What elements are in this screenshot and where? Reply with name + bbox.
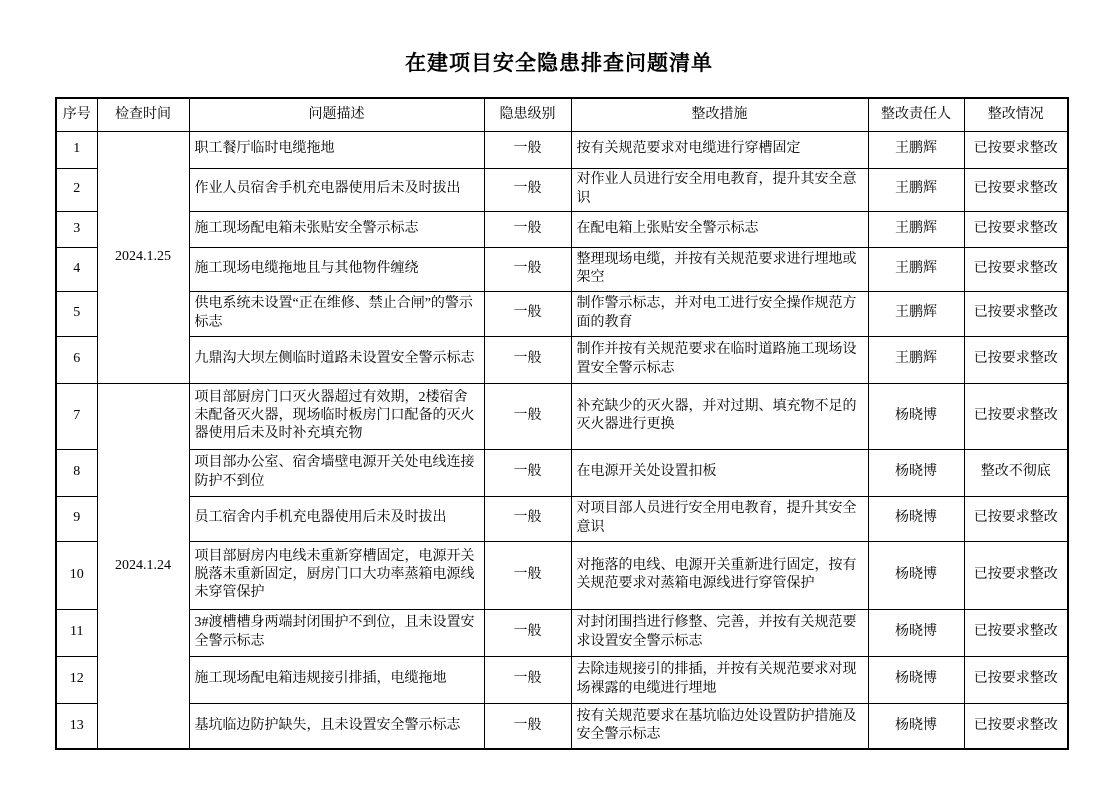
table-row <box>56 383 1068 449</box>
cell-responsible: 王鹏辉 <box>868 131 964 168</box>
table-row <box>56 609 1068 656</box>
table-row <box>56 541 1068 609</box>
cell-problem: 施工现场电缆拖地且与其他物件缠绕 <box>189 247 484 291</box>
table-row <box>56 131 1068 168</box>
cell-status: 已按要求整改 <box>964 211 1068 247</box>
cell-responsible: 杨晓博 <box>868 541 964 609</box>
cell-problem: 职工餐厅临时电缆拖地 <box>189 131 484 168</box>
cell-problem: 项目部办公室、宿舍墙壁电源开关处电线连接防护不到位 <box>189 449 484 496</box>
cell-status: 已按要求整改 <box>964 291 1068 336</box>
cell-no: 5 <box>56 291 97 336</box>
cell-measure: 按有关规范要求在基坑临边处设置防护措施及安全警示标志 <box>571 703 868 749</box>
cell-problem: 供电系统未设置“正在维修、禁止合闸”的警示标志 <box>189 291 484 336</box>
cell-level: 一般 <box>484 656 571 703</box>
cell-measure: 按有关规范要求对电缆进行穿槽固定 <box>571 131 868 168</box>
cell-status: 已按要求整改 <box>964 609 1068 656</box>
cell-problem: 项目部厨房内电线未重新穿槽固定，电源开关脱落未重新固定，厨房门口大功率蒸箱电源线未穿管保护 <box>189 541 484 609</box>
cell-responsible: 王鹏辉 <box>868 211 964 247</box>
cell-problem: 项目部厨房门口灭火器超过有效期，2楼宿舍未配备灭火器，现场临时板房门口配备的灭火器使用后未及时补充填充物 <box>189 383 484 449</box>
cell-responsible: 王鹏辉 <box>868 291 964 336</box>
cell-level: 一般 <box>484 541 571 609</box>
cell-level: 一般 <box>484 609 571 656</box>
table-row <box>56 168 1068 211</box>
cell-level: 一般 <box>484 168 571 211</box>
cell-status: 整改不彻底 <box>964 449 1068 496</box>
cell-problem: 作业人员宿舍手机充电器使用后未及时拔出 <box>189 168 484 211</box>
table-row <box>56 211 1068 247</box>
cell-date: 2024.1.24 <box>97 383 189 749</box>
cell-level: 一般 <box>484 496 571 541</box>
cell-problem: 员工宿舍内手机充电器使用后未及时拔出 <box>189 496 484 541</box>
cell-date: 2024.1.25 <box>97 131 189 383</box>
cell-measure: 对作业人员进行安全用电教育，提升其安全意识 <box>571 168 868 211</box>
cell-measure: 对封闭围挡进行修整、完善，并按有关规范要求设置安全警示标志 <box>571 609 868 656</box>
col-header-no: 序号 <box>56 98 97 131</box>
cell-status: 已按要求整改 <box>964 541 1068 609</box>
cell-status: 已按要求整改 <box>964 247 1068 291</box>
cell-responsible: 王鹏辉 <box>868 336 964 383</box>
cell-status: 已按要求整改 <box>964 131 1068 168</box>
cell-no: 2 <box>56 168 97 211</box>
table-row <box>56 247 1068 291</box>
cell-no: 12 <box>56 656 97 703</box>
cell-measure: 对拖落的电线、电源开关重新进行固定，按有关规范要求对蒸箱电源线进行穿管保护 <box>571 541 868 609</box>
cell-responsible: 杨晓博 <box>868 609 964 656</box>
cell-no: 9 <box>56 496 97 541</box>
table-row <box>56 703 1068 749</box>
cell-problem: 施工现场配电箱违规接引排插，电缆拖地 <box>189 656 484 703</box>
cell-no: 11 <box>56 609 97 656</box>
cell-measure: 整理现场电缆，并按有关规范要求进行埋地或架空 <box>571 247 868 291</box>
cell-responsible: 杨晓博 <box>868 383 964 449</box>
cell-responsible: 杨晓博 <box>868 496 964 541</box>
cell-measure: 制作并按有关规范要求在临时道路施工现场设置安全警示标志 <box>571 336 868 383</box>
cell-status: 已按要求整改 <box>964 496 1068 541</box>
col-header-problem: 问题描述 <box>189 98 484 131</box>
cell-level: 一般 <box>484 211 571 247</box>
cell-level: 一般 <box>484 449 571 496</box>
table-row <box>56 656 1068 703</box>
page-title: 在建项目安全隐患排查问题清单 <box>405 51 713 75</box>
cell-responsible: 王鹏辉 <box>868 168 964 211</box>
cell-measure: 补充缺少的灭火器，并对过期、填充物不足的灭火器进行更换 <box>571 383 868 449</box>
col-header-date: 检查时间 <box>97 98 189 131</box>
cell-responsible: 杨晓博 <box>868 656 964 703</box>
cell-measure: 在配电箱上张贴安全警示标志 <box>571 211 868 247</box>
col-header-measure: 整改措施 <box>571 98 868 131</box>
cell-responsible: 杨晓博 <box>868 449 964 496</box>
cell-no: 6 <box>56 336 97 383</box>
cell-status: 已按要求整改 <box>964 703 1068 749</box>
col-header-responsible: 整改责任人 <box>868 98 964 131</box>
cell-level: 一般 <box>484 383 571 449</box>
cell-problem: 施工现场配电箱未张贴安全警示标志 <box>189 211 484 247</box>
cell-status: 已按要求整改 <box>964 383 1068 449</box>
header-row <box>56 98 1068 131</box>
cell-status: 已按要求整改 <box>964 656 1068 703</box>
issue-table <box>55 97 1069 750</box>
cell-measure: 制作警示标志，并对电工进行安全操作规范方面的教育 <box>571 291 868 336</box>
col-header-status: 整改情况 <box>964 98 1068 131</box>
table-row <box>56 449 1068 496</box>
cell-level: 一般 <box>484 291 571 336</box>
cell-no: 1 <box>56 131 97 168</box>
cell-problem: 3#渡槽槽身两端封闭围护不到位，且未设置安全警示标志 <box>189 609 484 656</box>
table-row <box>56 291 1068 336</box>
cell-responsible: 杨晓博 <box>868 703 964 749</box>
table-row <box>56 336 1068 383</box>
cell-problem: 基坑临边防护缺失，且未设置安全警示标志 <box>189 703 484 749</box>
cell-responsible: 王鹏辉 <box>868 247 964 291</box>
cell-status: 已按要求整改 <box>964 168 1068 211</box>
cell-measure: 在电源开关处设置扣板 <box>571 449 868 496</box>
cell-measure: 去除违规接引的排插，并按有关规范要求对现场裸露的电缆进行埋地 <box>571 656 868 703</box>
cell-no: 10 <box>56 541 97 609</box>
cell-no: 8 <box>56 449 97 496</box>
cell-status: 已按要求整改 <box>964 336 1068 383</box>
cell-problem: 九鼎沟大坝左侧临时道路未设置安全警示标志 <box>189 336 484 383</box>
col-header-level: 隐患级别 <box>484 98 571 131</box>
cell-no: 13 <box>56 703 97 749</box>
table-row <box>56 496 1068 541</box>
cell-level: 一般 <box>484 703 571 749</box>
cell-no: 3 <box>56 211 97 247</box>
cell-level: 一般 <box>484 247 571 291</box>
cell-level: 一般 <box>484 336 571 383</box>
cell-no: 7 <box>56 383 97 449</box>
cell-no: 4 <box>56 247 97 291</box>
cell-level: 一般 <box>484 131 571 168</box>
cell-measure: 对项目部人员进行安全用电教育，提升其安全意识 <box>571 496 868 541</box>
